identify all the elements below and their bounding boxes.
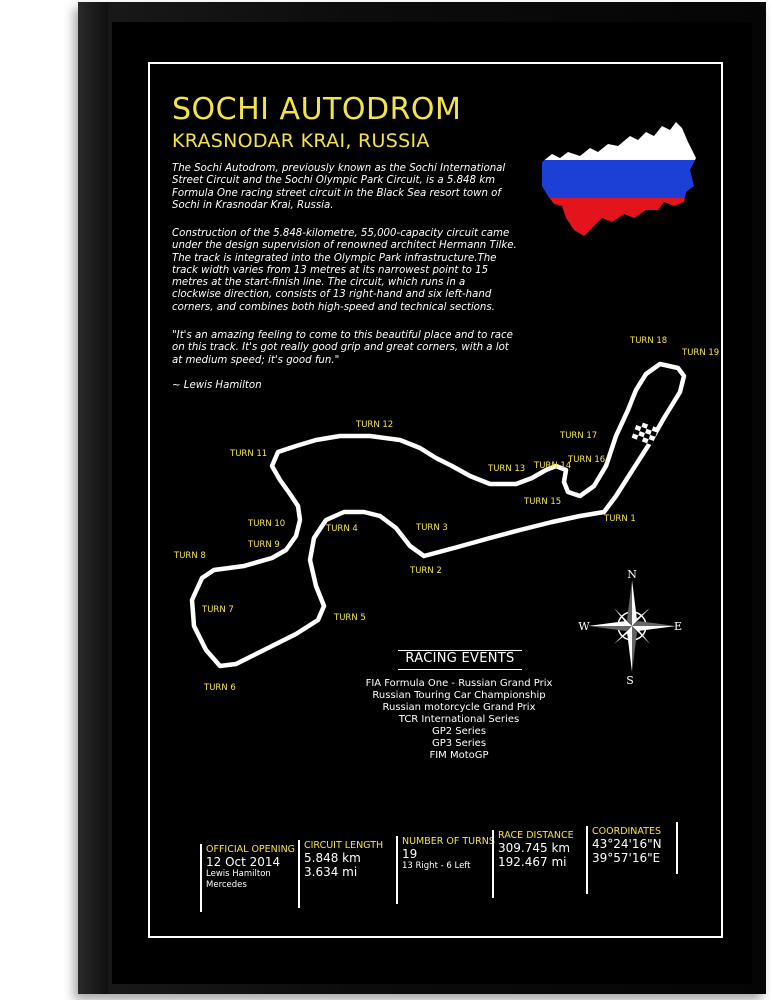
stat-value: 19 [402,847,418,861]
start-finish-flag [632,421,659,445]
quote-paragraph: "It's an amazing feeling to come to this beautiful place and to race on this track. It's got really good grip and great corners, with a lot at medium speed; it's good fun." [172,330,513,366]
turn-10-label: TURN 10 [248,519,286,529]
list-item: Russian Touring Car Championship [372,690,546,701]
list-item: Russian motorcycle Grand Prix [382,702,536,713]
stat-circuit-length [298,840,383,908]
turn-16-label: TURN 16 [568,455,606,465]
turn-2-label: TURN 2 [410,566,442,576]
turn-5-label: TURN 5 [334,613,366,623]
stat-official-opening [200,844,295,912]
compass-n: N [627,568,637,581]
compass-rose-icon [578,566,688,688]
turn-18-label: TURN 18 [630,336,668,346]
stat-label: RACE DISTANCE [498,830,574,841]
construction-paragraph: Construction of the 5.848-kilometre, 55,000-capacity circuit came under the design supervision of renowned architect Hermann Tilke. The track is integrated into the Olympic Park infrastructure.The track width varies from 13 metres at its narrowest point to 15 metres at the start-finish line. The circuit, which runs in a clockwise direction, consists of 13 right-hand and six left-hand corners, and combines both high-speed and technical sections. [172,228,517,313]
turn-6-label: TURN 6 [204,683,236,693]
turn-17-label: TURN 17 [560,431,598,441]
compass-s: S [626,674,634,687]
racing-events-heading: RACING EVENTS [405,651,515,666]
list-item: TCR International Series [398,714,520,725]
turn-9-label: TURN 9 [248,540,280,550]
stat-sub: 13 Right - 6 Left [402,861,471,871]
turn-1-label: TURN 1 [604,514,636,524]
stat-sub: Mercedes [206,880,247,890]
compass-e: E [673,620,683,633]
racing-events-list [354,678,564,762]
compass-w: W [578,620,590,633]
stat-label: NUMBER OF TURNS [402,836,495,847]
poster-subtitle: KRASNODAR KRAI, RUSSIA [172,130,430,152]
stats-end-divider [676,822,678,874]
turn-3-label: TURN 3 [416,523,448,533]
list-item: GP3 Series [431,738,487,749]
turn-15-label: TURN 15 [524,497,562,507]
stat-value: 39°57'16"E [592,851,661,865]
stat-race-distance [492,830,574,898]
stat-value: 43°24'16"N [592,837,662,851]
stat-coordinates [586,826,662,894]
stat-number-of-turns [396,836,495,904]
poster-title: SOCHI AUTODROM [172,92,462,127]
intro-paragraph: The Sochi Autodrom, previously known as the Sochi International Street Circuit and the Sochi Olympic Park Circuit, is a 5.848 km Formula One racing street circuit in the Black Sea resort town of Sochi in Krasnodar Krai, Russia. [172,163,506,211]
turn-12-label: TURN 12 [356,420,394,430]
stat-value: 12 Oct 2014 [206,855,281,869]
stat-label: CIRCUIT LENGTH [304,840,384,851]
turn-8-label: TURN 8 [174,551,206,561]
list-item: FIA Formula One - Russian Grand Prix [365,678,553,689]
turn-13-label: TURN 13 [488,464,526,474]
list-item: GP2 Series [431,726,487,737]
turn-7-label: TURN 7 [202,605,234,615]
stat-value: 3.634 mi [304,865,358,879]
stat-sub: Lewis Hamilton [206,869,271,879]
stat-label: OFFICIAL OPENING [206,844,296,855]
stat-value: 5.848 km [304,851,361,865]
stat-label: COORDINATES [592,826,662,837]
list-item: FIM MotoGP [429,750,489,761]
quote-attribution: ~ Lewis Hamilton [172,380,262,391]
turn-14-label: TURN 14 [534,461,572,471]
stat-value: 309.745 km [498,841,571,855]
turn-19-label: TURN 19 [682,348,720,358]
stat-value: 192.467 mi [498,855,567,869]
turn-4-label: TURN 4 [326,524,358,534]
turn-11-label: TURN 11 [230,449,268,459]
